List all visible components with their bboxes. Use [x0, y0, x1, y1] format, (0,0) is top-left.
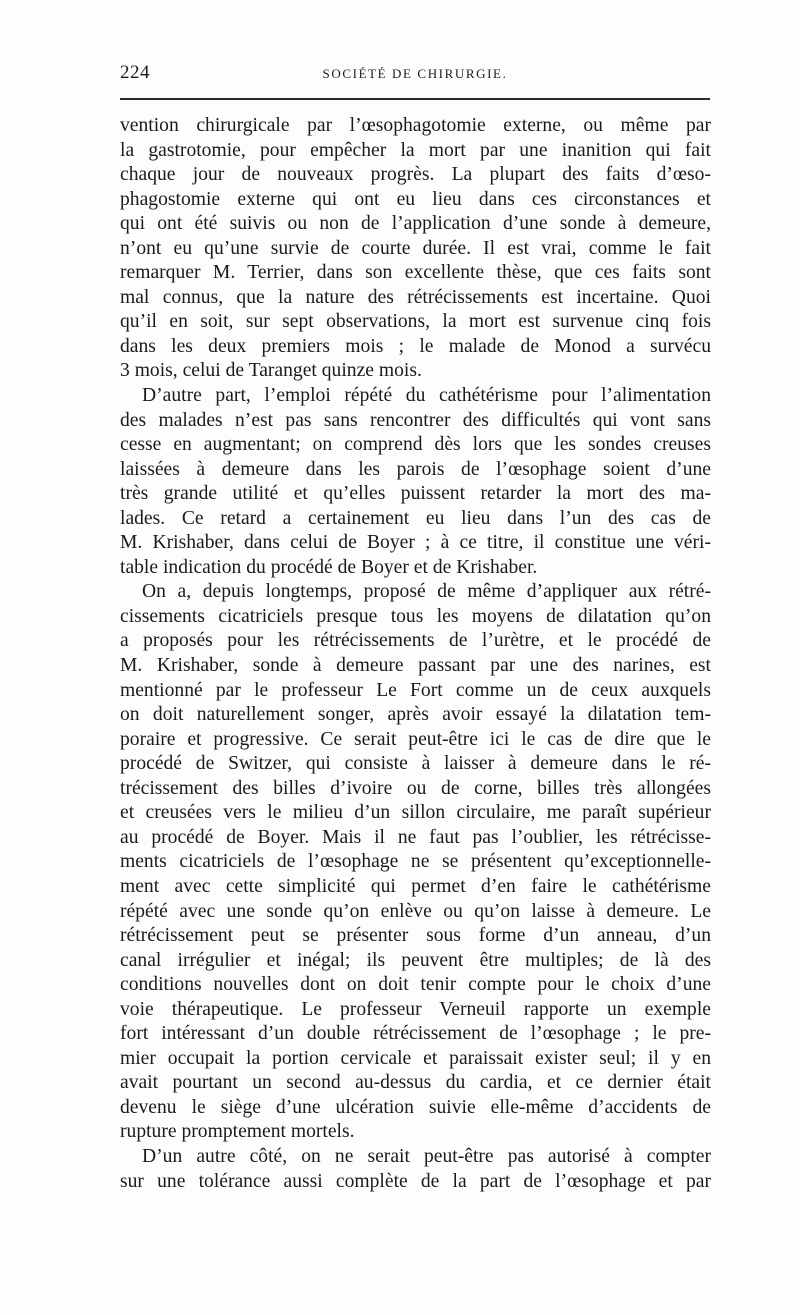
- text-line: rupture promptement mortels.: [120, 1121, 355, 1143]
- text-line: cissements cicatriciels presque tous les moyens de dilatation qu’on: [120, 605, 711, 627]
- text-line: a proposés pour les rétrécissements de l’urètre, et le procédé de: [120, 630, 711, 652]
- text-line: chaque jour de nouveaux progrès. La plupart des faits d’œso-: [120, 164, 711, 186]
- page-header: [120, 62, 710, 90]
- text-line: ments cicatriciels de l’œsophage ne se présentent qu’exceptionnelle-: [120, 851, 711, 873]
- text-line: phagostomie externe qui ont eu lieu dans ces circonstances et: [120, 188, 711, 210]
- text-line: conditions nouvelles dont on doit tenir compte pour le choix d’une: [120, 974, 711, 996]
- header-rule: [120, 98, 710, 100]
- text-line: la gastrotomie, pour empêcher la mort par une inanition qui fait: [120, 139, 711, 161]
- text-line: D’un autre côté, on ne serait peut-être pas autorisé à compter: [142, 1145, 711, 1167]
- body-text: [120, 114, 711, 1194]
- text-line: D’autre part, l’emploi répété du cathétérisme pour l’alimentation: [142, 385, 711, 407]
- text-line: M. Krishaber, sonde à demeure passant par une des narines, est: [120, 655, 711, 677]
- text-line: table indication du procédé de Boyer et de Krishaber.: [120, 556, 538, 578]
- page-number: 224: [120, 62, 150, 83]
- text-line: canal irrégulier et inégal; ils peuvent être multiples; de là des: [120, 949, 711, 971]
- text-line: procédé de Switzer, qui consiste à laisser à demeure dans le ré-: [120, 753, 711, 775]
- text-line: avait pourtant un second au-dessus du cardia, et ce dernier était: [120, 1072, 711, 1094]
- text-line: laissées à demeure dans les parois de l’œsophage soient d’une: [120, 458, 711, 480]
- text-line: n’ont eu qu’une survie de courte durée. Il est vrai, comme le fait: [120, 237, 711, 259]
- text-line: mal connus, que la nature des rétrécissements est incertaine. Quoi: [120, 286, 711, 308]
- text-line: et creusées vers le milieu d’un sillon circulaire, me paraît supérieur: [120, 802, 711, 824]
- text-line: On a, depuis longtemps, proposé de même d’appliquer aux rétré-: [142, 581, 711, 603]
- text-line: voie thérapeutique. Le professeur Verneuil rapporte un exemple: [120, 998, 711, 1020]
- text-line: devenu le siège d’une ulcération suivie elle-même d’accidents de: [120, 1096, 711, 1118]
- running-head: SOCIÉTÉ DE CHIRURGIE.: [322, 66, 508, 81]
- text-line: sur une tolérance aussi complète de la part de l’œsophage et par: [120, 1170, 711, 1192]
- text-line: mier occupait la portion cervicale et paraissait exister seul; il y en: [120, 1047, 711, 1069]
- text-line: vention chirurgicale par l’œsophagotomie externe, ou même par: [120, 115, 711, 136]
- text-line: répété avec une sonde qu’on enlève ou qu’on laisse à demeure. Le: [120, 900, 711, 922]
- text-line: très grande utilité et qu’elles puissent retarder la mort des ma-: [120, 483, 711, 505]
- text-line: mentionné par le professeur Le Fort comme un de ceux auxquels: [120, 679, 711, 701]
- text-line: M. Krishaber, dans celui de Boyer ; à ce titre, il constitue une véri-: [120, 532, 711, 554]
- text-line: ment avec cette simplicité qui permet d’en faire le cathétérisme: [120, 875, 711, 897]
- text-line: 3 mois, celui de Taranget quinze mois.: [120, 360, 422, 382]
- text-line: lades. Ce retard a certainement eu lieu dans l’un des cas de: [120, 507, 711, 529]
- text-line: qui ont été suivis ou non de l’application d’une sonde à demeure,: [120, 213, 711, 235]
- text-line: trécissement des billes d’ivoire ou de corne, billes très allongées: [120, 777, 711, 799]
- text-line: remarquer M. Terrier, dans son excellente thèse, que ces faits sont: [120, 262, 711, 284]
- text-line: des malades n’est pas sans rencontrer des difficultés qui vont sans: [120, 409, 711, 431]
- text-line: poraire et progressive. Ce serait peut-être ici le cas de dire que le: [120, 728, 711, 750]
- text-line: cesse en augmentant; on comprend dès lors que les sondes creuses: [120, 434, 711, 456]
- text-line: au procédé de Boyer. Mais il ne faut pas l’oublier, les rétrécisse-: [120, 826, 711, 848]
- text-line: qu’il en soit, sur sept observations, la mort est survenue cinq fois: [120, 311, 711, 333]
- text-line: rétrécissement peut se présenter sous forme d’un anneau, d’un: [120, 925, 711, 947]
- text-line: dans les deux premiers mois ; le malade de Monod a survécu: [120, 335, 711, 357]
- text-line: fort intéressant d’un double rétrécissement de l’œsophage ; le pre-: [120, 1023, 711, 1045]
- text-line: on doit naturellement songer, après avoir essayé la dilatation tem-: [120, 704, 711, 726]
